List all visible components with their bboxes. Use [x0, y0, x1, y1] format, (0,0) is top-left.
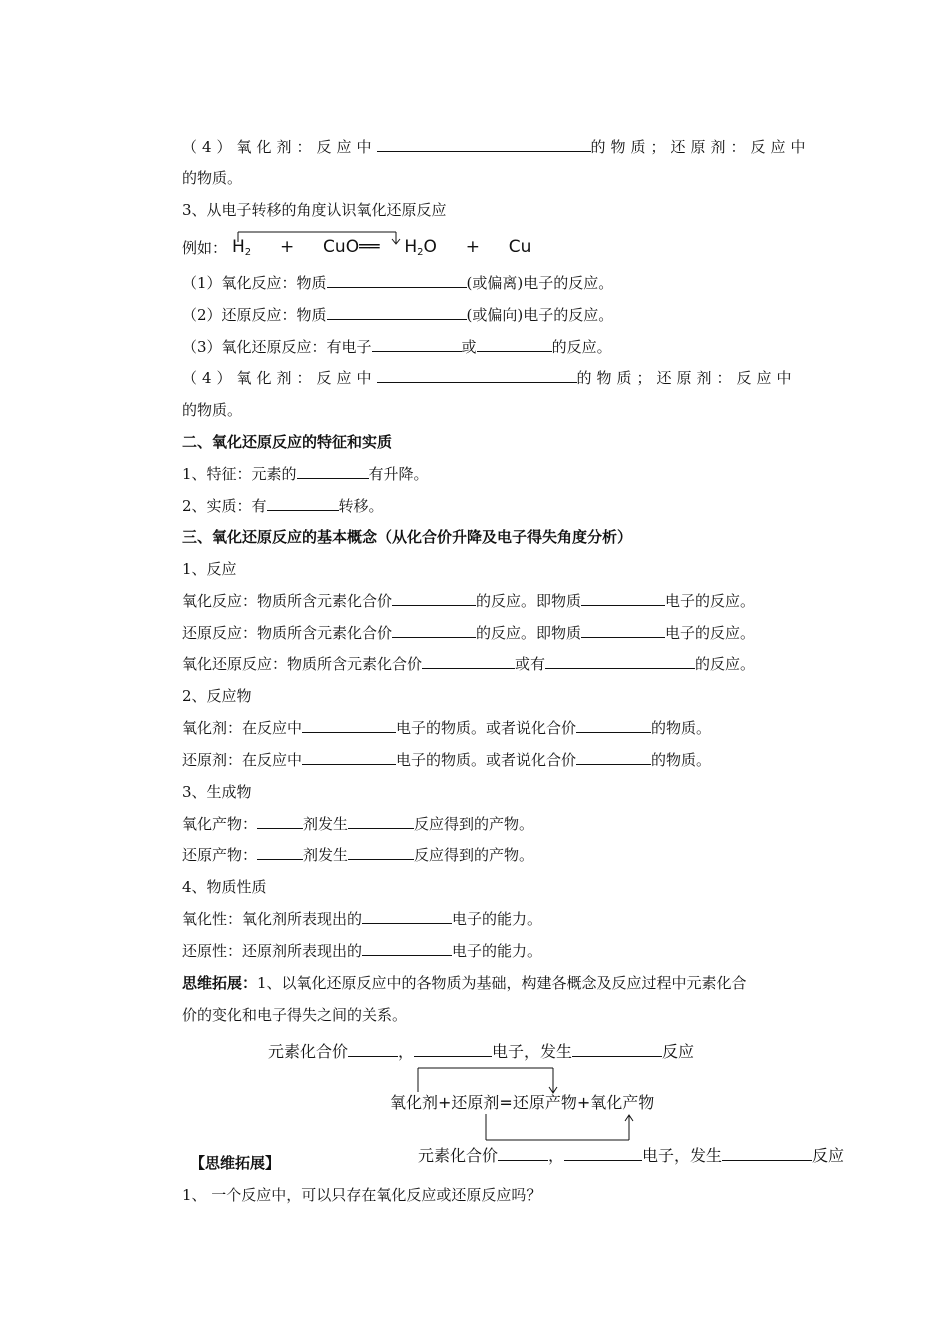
text: 的物质。	[651, 751, 712, 769]
electron-transfer-arrow	[230, 226, 410, 246]
text: 还原反应：物质所含元素化合价	[182, 624, 393, 642]
blank[interactable]	[377, 137, 591, 152]
blank[interactable]	[422, 654, 515, 669]
q4-line	[182, 368, 797, 388]
text: 的物质。	[651, 719, 712, 737]
blank[interactable]	[362, 909, 452, 924]
line-4-agents-a-cont	[182, 168, 242, 188]
text: 或	[461, 338, 477, 356]
h2o-product: $H_2O$	[404, 237, 437, 258]
text: 的反应。即物质	[476, 624, 582, 642]
text: 氧化产物：	[182, 815, 258, 833]
text: 的反应。	[695, 655, 756, 673]
text: 电子的物质。或者说化合价	[396, 719, 577, 737]
oa-line	[182, 718, 711, 738]
diagram-top-row	[268, 1042, 694, 1062]
text: 反应得到的产物。	[414, 846, 535, 864]
q1-line	[182, 273, 613, 293]
text: （4）氧化剂：反应中	[182, 369, 377, 387]
think-line-2: 价的变化和电子得失之间的关系。	[182, 1006, 408, 1024]
c1-title: 1、反应	[182, 560, 237, 578]
example-line	[182, 238, 227, 258]
text: 氧化反应：物质所含元素化合价	[182, 592, 393, 610]
essence-line	[182, 496, 384, 516]
text: 剂发生	[303, 815, 349, 833]
text: 1、特征：元素的	[182, 465, 297, 483]
think-line-1	[182, 973, 747, 993]
heading-3: 三、氧化还原反应的基本概念（从化合价升降及电子得失角度分析）	[182, 528, 633, 546]
extension-q1: 1、 一个反应中，可以只存在氧化反应或还原反应吗？	[182, 1186, 542, 1204]
c3-title: 3、生成物	[182, 783, 252, 801]
text: 电子的物质。或者说化合价	[396, 751, 577, 769]
text: 反应	[812, 1146, 845, 1165]
text: 还原产物：	[182, 846, 258, 864]
text: 转移。	[338, 497, 384, 515]
text: 的物质；还原剂：反应中	[576, 369, 797, 387]
blank[interactable]	[348, 1042, 398, 1057]
blank[interactable]	[257, 845, 303, 860]
blank[interactable]	[372, 337, 462, 352]
blank[interactable]	[572, 1042, 662, 1057]
diagram-bottom-bracket	[478, 1112, 638, 1144]
h2-reactant: $H_2$	[232, 237, 252, 258]
blank[interactable]	[545, 654, 695, 669]
text: 电子，发生	[642, 1146, 723, 1165]
text: 还原性：还原剂所表现出的	[182, 942, 363, 960]
blank[interactable]	[362, 941, 452, 956]
extension-title: 【思维拓展】	[190, 1154, 281, 1172]
blank[interactable]	[377, 368, 577, 383]
blank[interactable]	[257, 814, 303, 829]
think-label: 思维拓展：	[182, 974, 258, 992]
text: 的物质。	[182, 401, 243, 419]
heading-2: 二、氧化还原反应的特征和实质	[182, 433, 393, 451]
text: 反应	[662, 1042, 695, 1061]
blank[interactable]	[348, 814, 414, 829]
text: 电子，发生	[492, 1042, 573, 1061]
text: (或偏向)电子的反应。	[466, 306, 614, 324]
text: ，	[398, 1042, 415, 1061]
blank[interactable]	[722, 1146, 812, 1161]
rep-line	[182, 941, 542, 961]
blank[interactable]	[302, 718, 396, 733]
text: (或偏离)电子的反应。	[466, 274, 614, 292]
text: 反应得到的产物。	[414, 815, 535, 833]
example-label: 例如：	[182, 239, 228, 257]
blank[interactable]	[392, 623, 476, 638]
blank[interactable]	[564, 1146, 642, 1161]
q4-line-cont	[182, 400, 242, 420]
blank[interactable]	[348, 845, 414, 860]
text: 电子的反应。	[665, 592, 756, 610]
ra-line	[182, 750, 711, 770]
text: 元素化合价	[268, 1042, 349, 1061]
blank[interactable]	[267, 496, 339, 511]
blank[interactable]	[581, 591, 665, 606]
blank[interactable]	[302, 750, 396, 765]
text: 有升降。	[368, 465, 429, 483]
re-line	[182, 623, 755, 643]
text: 2、实质：有	[182, 497, 267, 515]
text: 电子的能力。	[452, 942, 543, 960]
blank[interactable]	[327, 273, 467, 288]
text: 的物质。	[182, 169, 243, 187]
blank[interactable]	[327, 305, 467, 320]
rp-line	[182, 845, 534, 865]
c2-title: 2、反应物	[182, 687, 252, 705]
text: 1、以氧化还原反应中的各物质为基础，构建各概念及反应过程中元素化合	[257, 974, 747, 992]
text: 或有	[515, 655, 546, 673]
blank[interactable]	[477, 337, 552, 352]
diagram-equation: 氧化剂+还原剂=还原产物+氧化产物	[390, 1093, 655, 1112]
blank[interactable]	[576, 750, 651, 765]
c4-title: 4、物质性质	[182, 878, 267, 896]
text: （2）还原反应：物质	[182, 306, 327, 324]
plus-sign-2: +	[465, 237, 480, 257]
blank[interactable]	[581, 623, 665, 638]
text: 剂发生	[303, 846, 349, 864]
q3-line	[182, 337, 612, 357]
text: 还原剂：在反应中	[182, 751, 303, 769]
text: 电子的反应。	[665, 624, 756, 642]
op-line	[182, 814, 534, 834]
redox-line	[182, 654, 755, 674]
blank[interactable]	[576, 718, 651, 733]
oxp-line	[182, 909, 542, 929]
text: 氧化还原反应：物质所含元素化合价	[182, 655, 423, 673]
text: 氧化剂：在反应中	[182, 719, 303, 737]
section-3-title: 3、从电子转移的角度认识氧化还原反应	[182, 201, 447, 219]
diagram-top-bracket	[410, 1066, 560, 1096]
cuo-reactant: CuO══	[323, 237, 380, 257]
text: （3）氧化还原反应：有电子	[182, 338, 372, 356]
blank[interactable]	[297, 464, 369, 479]
text: ，	[548, 1146, 565, 1165]
blank[interactable]	[498, 1146, 548, 1161]
plus-sign: +	[279, 237, 295, 257]
text: 元素化合价	[418, 1146, 499, 1165]
text: （1）氧化反应：物质	[182, 274, 327, 292]
cu-product: Cu	[508, 237, 532, 257]
q2-line	[182, 305, 613, 325]
line-4-agents-a	[182, 137, 811, 157]
text: （4）氧化剂：反应中	[182, 138, 377, 156]
text: 电子的能力。	[452, 910, 543, 928]
text: 氧化性：氧化剂所表现出的	[182, 910, 363, 928]
blank[interactable]	[392, 591, 476, 606]
text: 的物质；还原剂：反应中	[590, 138, 811, 156]
blank[interactable]	[414, 1042, 492, 1057]
diagram-bottom-row	[418, 1146, 844, 1166]
feature-line	[182, 464, 429, 484]
ox-line	[182, 591, 755, 611]
text: 的反应。	[551, 338, 612, 356]
text: 的反应。即物质	[476, 592, 582, 610]
